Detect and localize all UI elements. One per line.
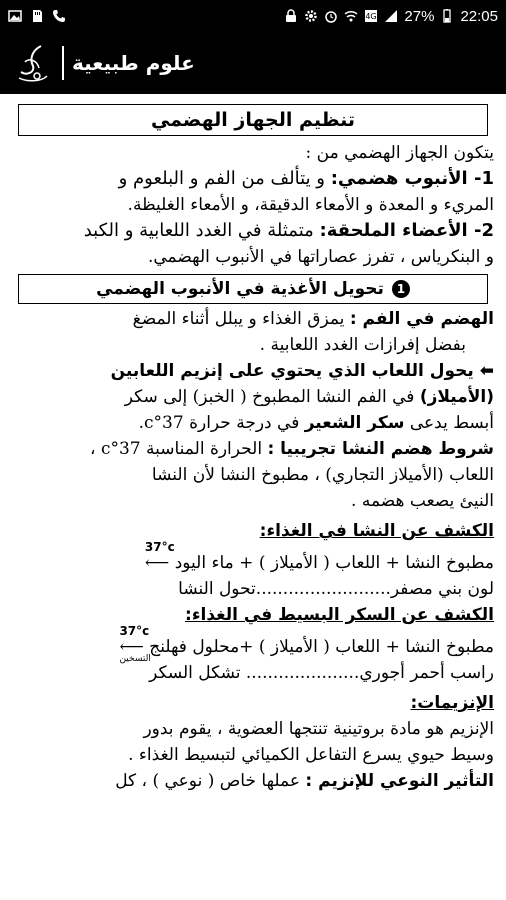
item2-line2: و البنكرياس ، تفرز عصاراتها في الأنبوب الهضمي. xyxy=(147,247,494,267)
lock-icon xyxy=(284,9,298,23)
wifi-icon xyxy=(344,9,358,23)
page-title: تنظيم الجهاز الهضمي xyxy=(18,104,488,136)
sugar-heat-label: التسخين xyxy=(119,654,151,664)
arrow-bullet-icon: ⬅ xyxy=(473,361,494,381)
data-icon xyxy=(364,9,378,23)
saliva-line2-bold: (الأميلاز) xyxy=(419,387,494,407)
saliva-line3-bold: سكر الشعير xyxy=(304,413,405,433)
signal-icon xyxy=(384,9,398,23)
item2-label: 2- الأعضاء الملحقة: xyxy=(319,220,494,241)
saliva-line3 xyxy=(0,410,506,436)
phone-call-icon xyxy=(52,9,66,23)
item1-label: 1- الأنبوب هضمي: xyxy=(330,168,494,189)
specific-line1 xyxy=(0,768,506,794)
app-bar xyxy=(0,32,506,94)
settings-icon xyxy=(304,9,318,23)
enzymes-line2: وسيط حيوي يسرع التفاعل الكميائي لتبسيط الغذاء . xyxy=(128,745,494,765)
section1-number-badge: 1 xyxy=(392,280,410,298)
specific-label: التأثير النوعي للإنزيم : xyxy=(305,771,494,791)
clock: 22:05 xyxy=(460,7,498,25)
starch-temp: 37°c xyxy=(144,540,175,554)
starch-line1-text: مطبوخ النشا + اللعاب ( الأميلاز ) + ماء اليود xyxy=(174,553,494,573)
saliva-line1 xyxy=(0,358,506,384)
intro-text: يتكون الجهاز الهضمي من : xyxy=(305,143,494,163)
conditions-line2: اللعاب (الأميلاز التجاري) ، مطبوخ النشا لأن النشا xyxy=(151,465,494,485)
reaction-arrow-icon: ⟵ xyxy=(119,637,144,657)
enzymes-title: الإنزيمات: xyxy=(410,693,494,713)
item1-line1 xyxy=(0,166,506,192)
saliva-line3-end: في درجة حرارة 37°c. xyxy=(138,413,305,433)
digestion-line1 xyxy=(0,306,506,332)
starch-line1 xyxy=(0,540,506,576)
sugar-line1 xyxy=(0,624,506,664)
saliva-line1-text: يحول اللعاب الذي يحتوي على إنزيم اللعابين xyxy=(110,361,474,381)
sugar-reaction-arrow xyxy=(119,624,151,664)
specific-text: عملها خاص ( نوعي ) ، كل xyxy=(115,771,306,791)
conditions-line1 xyxy=(0,436,506,462)
sugar-title: الكشف عن السكر البسيط في الغذاء: xyxy=(185,605,494,625)
item1-text: و يتألف من الفم و البلعوم و xyxy=(118,168,331,189)
alarm-icon xyxy=(324,9,338,23)
saliva-line2-text: في الفم النشا المطبوخ ( الخبز) إلى سكر xyxy=(124,387,420,407)
reaction-arrow-icon: ⟵ xyxy=(144,553,170,573)
sugar-line1-text: مطبوخ النشا + اللعاب ( الأميلاز ) +محلول فهلنج xyxy=(149,637,494,657)
saliva-line2 xyxy=(0,384,506,410)
conditions-text: الحرارة المناسبة 37°c ، xyxy=(90,439,268,459)
sugar-line2: راسب أحمر أجوري..................... تشكل السكر xyxy=(149,663,494,683)
enzymes-line1: الإنزيم هو مادة بروتينية تنتجها العضوية ، يقوم بدور xyxy=(143,719,494,739)
digestion-label: الهضم في الفم : xyxy=(349,309,494,329)
section1-heading xyxy=(18,274,488,304)
starch-title: الكشف عن النشا في الغذاء: xyxy=(259,521,494,541)
app-title: علوم طبيعية xyxy=(72,51,195,75)
svg-text:4G: 4G xyxy=(365,12,378,21)
digestion-text: يمزق الغذاء و يبلل أثناء المضغ xyxy=(132,309,350,329)
battery-icon xyxy=(440,9,454,23)
starch-reaction-arrow xyxy=(144,540,175,576)
item2-text: متمثلة في الغدد اللعابية و الكبد xyxy=(83,220,320,241)
app-bar-divider xyxy=(62,46,64,80)
saliva-line3-start: أبسط يدعى xyxy=(404,413,494,433)
conditions-line3: النيئ يصعب هضمه . xyxy=(351,491,494,511)
battery-percent: 27% xyxy=(404,7,435,25)
section1-title: تحويل الأغذية في الأنبوب الهضمي xyxy=(96,279,384,299)
sugar-temp: 37°c xyxy=(119,624,150,638)
item2-line1 xyxy=(0,218,506,244)
status-bar xyxy=(0,0,506,32)
lesson-content[interactable] xyxy=(0,94,506,900)
sd-card-icon xyxy=(30,9,44,23)
calligraphy-logo-icon xyxy=(12,39,54,87)
conditions-label: شروط هضم النشا تجريبيا : xyxy=(267,439,494,459)
image-icon xyxy=(8,9,22,23)
digestion-line2: بفضل إفرازات الغدد اللعابية . xyxy=(259,335,466,355)
starch-line2: لون بني مصفر.........................تحول النشا xyxy=(178,579,494,599)
item1-line2: المريء و المعدة و الأمعاء الدقيقة، و الأمعاء الغليظة. xyxy=(127,195,494,215)
